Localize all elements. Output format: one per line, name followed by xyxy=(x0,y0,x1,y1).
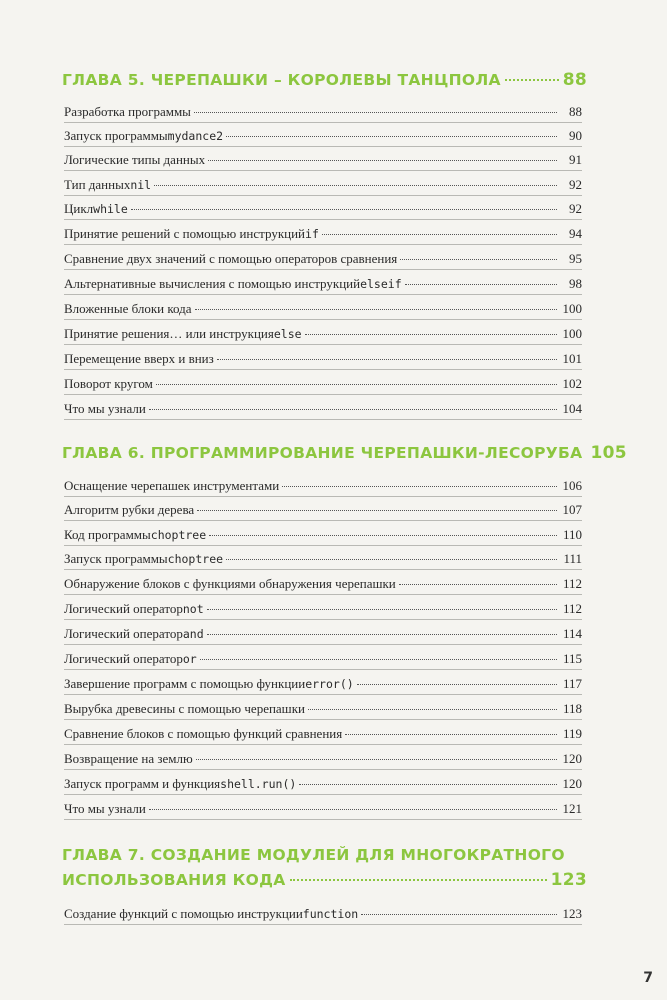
toc-entry xyxy=(64,502,582,521)
toc-entry xyxy=(64,751,582,770)
entry-page: 120 xyxy=(562,751,582,766)
entry-code: and xyxy=(182,627,204,641)
toc-entry xyxy=(64,551,582,570)
entry-code: choptree xyxy=(150,528,207,542)
toc-entry xyxy=(64,906,582,925)
entry-text: Цикл xyxy=(64,201,94,216)
entry-page: 106 xyxy=(562,478,582,493)
dot-leader xyxy=(207,634,557,635)
entry-text: Запуск программы xyxy=(64,551,168,566)
toc-entry xyxy=(64,601,582,620)
entry-page: 92 xyxy=(569,201,582,216)
dot-leader xyxy=(308,709,557,710)
entry-text: Запуск программ и функция xyxy=(64,776,221,791)
entry-code: elseif xyxy=(360,277,402,291)
chapter-5-heading xyxy=(62,70,587,94)
toc-entry xyxy=(64,376,582,395)
entry-page: 88 xyxy=(569,104,582,119)
entry-text: Оснащение черепашек инструментами xyxy=(64,478,280,493)
dot-leader xyxy=(207,609,557,610)
toc-entry xyxy=(64,326,582,345)
chapter-7-heading xyxy=(62,846,587,894)
entry-page: 118 xyxy=(562,701,582,716)
entry-text: Логический оператор xyxy=(64,651,183,666)
dot-leader xyxy=(305,334,557,335)
entry-text: Вырубка древесины с помощью черепашки xyxy=(64,701,305,716)
entry-text: Что мы узнали xyxy=(64,801,146,816)
entry-text: Сравнение блоков с помощью функций сравнения xyxy=(64,726,343,741)
entry-page: 120 xyxy=(562,776,582,791)
entry-page: 111 xyxy=(563,551,582,566)
entry-code: else xyxy=(273,327,302,341)
chapter-page: 105 xyxy=(590,443,627,463)
entry-code: error() xyxy=(305,677,354,691)
chapter-title: ИСПОЛЬЗОВАНИЯ КОДА xyxy=(62,871,286,889)
entry-text: Логический оператор xyxy=(64,626,183,641)
entry-code: or xyxy=(182,652,197,666)
entry-code: mydance2 xyxy=(167,129,224,143)
dot-leader xyxy=(196,759,557,760)
toc-entry xyxy=(64,276,582,295)
entry-page: 92 xyxy=(569,177,582,192)
toc-entry xyxy=(64,226,582,245)
toc-entry xyxy=(64,701,582,720)
toc-entry xyxy=(64,651,582,670)
dot-leader xyxy=(357,684,557,685)
entry-page: 98 xyxy=(569,276,582,291)
entry-page: 100 xyxy=(562,301,582,316)
entry-page: 91 xyxy=(569,152,582,167)
toc-entry xyxy=(64,104,582,123)
dot-leader xyxy=(345,734,557,735)
entry-text: Завершение программ с помощью функции xyxy=(64,676,306,691)
chapter-title: ГЛАВА 7. СОЗДАНИЕ МОДУЛЕЙ ДЛЯ МНОГОКРАТНОГО xyxy=(62,846,565,864)
entry-page: 94 xyxy=(569,226,582,241)
entry-text: Создание функций с помощью инструкции xyxy=(64,906,303,921)
dot-leader xyxy=(195,309,557,310)
entry-page: 117 xyxy=(562,676,582,691)
entry-page: 101 xyxy=(562,351,582,366)
dot-leader xyxy=(226,136,557,137)
entry-page: 102 xyxy=(562,376,582,391)
dot-leader xyxy=(405,284,557,285)
toc-entry xyxy=(64,251,582,270)
dot-leader xyxy=(209,535,557,536)
dot-leader xyxy=(282,486,557,487)
entry-text: Альтернативные вычисления с помощью инструкций xyxy=(64,276,361,291)
entry-page: 104 xyxy=(562,401,582,416)
dot-leader xyxy=(400,259,557,260)
entry-text: Логический оператор xyxy=(64,601,183,616)
entry-text: Разработка программы xyxy=(64,104,191,119)
toc-entry xyxy=(64,401,582,420)
entry-code: while xyxy=(93,202,128,216)
entry-page: 119 xyxy=(562,726,582,741)
dot-leader xyxy=(149,809,557,810)
toc-entry xyxy=(64,576,582,595)
entry-text: Обнаружение блоков с функциями обнаружения черепашки xyxy=(64,576,396,591)
dot-leader xyxy=(322,234,557,235)
dot-leader xyxy=(197,510,557,511)
dot-leader xyxy=(131,209,557,210)
toc-entry xyxy=(64,527,582,546)
entry-text: Код программы xyxy=(64,527,151,542)
chapter-page: 88 xyxy=(562,70,587,90)
dot-leader xyxy=(361,914,557,915)
chapter-title: ГЛАВА 5. ЧЕРЕПАШКИ – КОРОЛЕВЫ ТАНЦПОЛА xyxy=(62,71,501,89)
dot-leader xyxy=(149,409,557,410)
entry-code: not xyxy=(182,602,204,616)
entry-text: Перемещение вверх и вниз xyxy=(64,351,214,366)
dot-leader xyxy=(290,879,547,881)
entry-page: 107 xyxy=(562,502,582,517)
dot-leader xyxy=(156,384,557,385)
toc-entry xyxy=(64,676,582,695)
toc-entry xyxy=(64,152,582,171)
toc-entry xyxy=(64,128,582,147)
dot-leader xyxy=(194,112,557,113)
dot-leader xyxy=(299,784,557,785)
entry-text: Что мы узнали xyxy=(64,401,146,416)
entry-page: 95 xyxy=(569,251,582,266)
entry-page: 114 xyxy=(562,626,582,641)
entry-code: nil xyxy=(130,178,152,192)
chapter-title: ГЛАВА 6. ПРОГРАММИРОВАНИЕ ЧЕРЕПАШКИ-ЛЕСОРУБА xyxy=(62,444,583,462)
entry-text: Принятие решений с помощью инструкций xyxy=(64,226,306,241)
toc-entry xyxy=(64,626,582,645)
entry-page: 100 xyxy=(562,326,582,341)
toc-entry xyxy=(64,177,582,196)
dot-leader xyxy=(505,79,559,81)
toc-entry xyxy=(64,776,582,795)
entry-page: 123 xyxy=(562,906,582,921)
entry-code: shell.run() xyxy=(220,777,297,791)
entry-text: Поворот кругом xyxy=(64,376,153,391)
toc-entry xyxy=(64,351,582,370)
entry-text: Алгоритм рубки дерева xyxy=(64,502,195,517)
entry-code: function xyxy=(302,907,359,921)
dot-leader xyxy=(208,160,557,161)
entry-code: if xyxy=(305,227,319,241)
toc-entry xyxy=(64,301,582,320)
entry-page: 121 xyxy=(562,801,582,816)
dot-leader xyxy=(200,659,557,660)
toc-entry xyxy=(64,726,582,745)
entry-text: Запуск программы xyxy=(64,128,168,143)
entry-text: Сравнение двух значений с помощью операторов сравнения xyxy=(64,251,398,266)
entry-text: Вложенные блоки кода xyxy=(64,301,192,316)
entry-page: 90 xyxy=(569,128,582,143)
toc-entry xyxy=(64,478,582,497)
entry-text: Логические типы данных xyxy=(64,152,206,167)
toc-entry xyxy=(64,801,582,820)
chapter-page: 123 xyxy=(550,870,587,890)
dot-leader xyxy=(226,559,557,560)
entry-text: Принятие решения… или инструкция xyxy=(64,326,274,341)
entry-text: Тип данных xyxy=(64,177,131,192)
dot-leader xyxy=(154,185,557,186)
dot-leader xyxy=(399,584,557,585)
entry-page: 115 xyxy=(562,651,582,666)
chapter-6-heading xyxy=(62,443,627,467)
entry-page: 112 xyxy=(562,601,582,616)
entry-page: 110 xyxy=(562,527,582,542)
dot-leader xyxy=(217,359,557,360)
page-number: 7 xyxy=(643,970,653,986)
entry-page: 112 xyxy=(562,576,582,591)
toc-entry xyxy=(64,201,582,220)
entry-code: choptree xyxy=(167,552,224,566)
entry-text: Возвращение на землю xyxy=(64,751,193,766)
